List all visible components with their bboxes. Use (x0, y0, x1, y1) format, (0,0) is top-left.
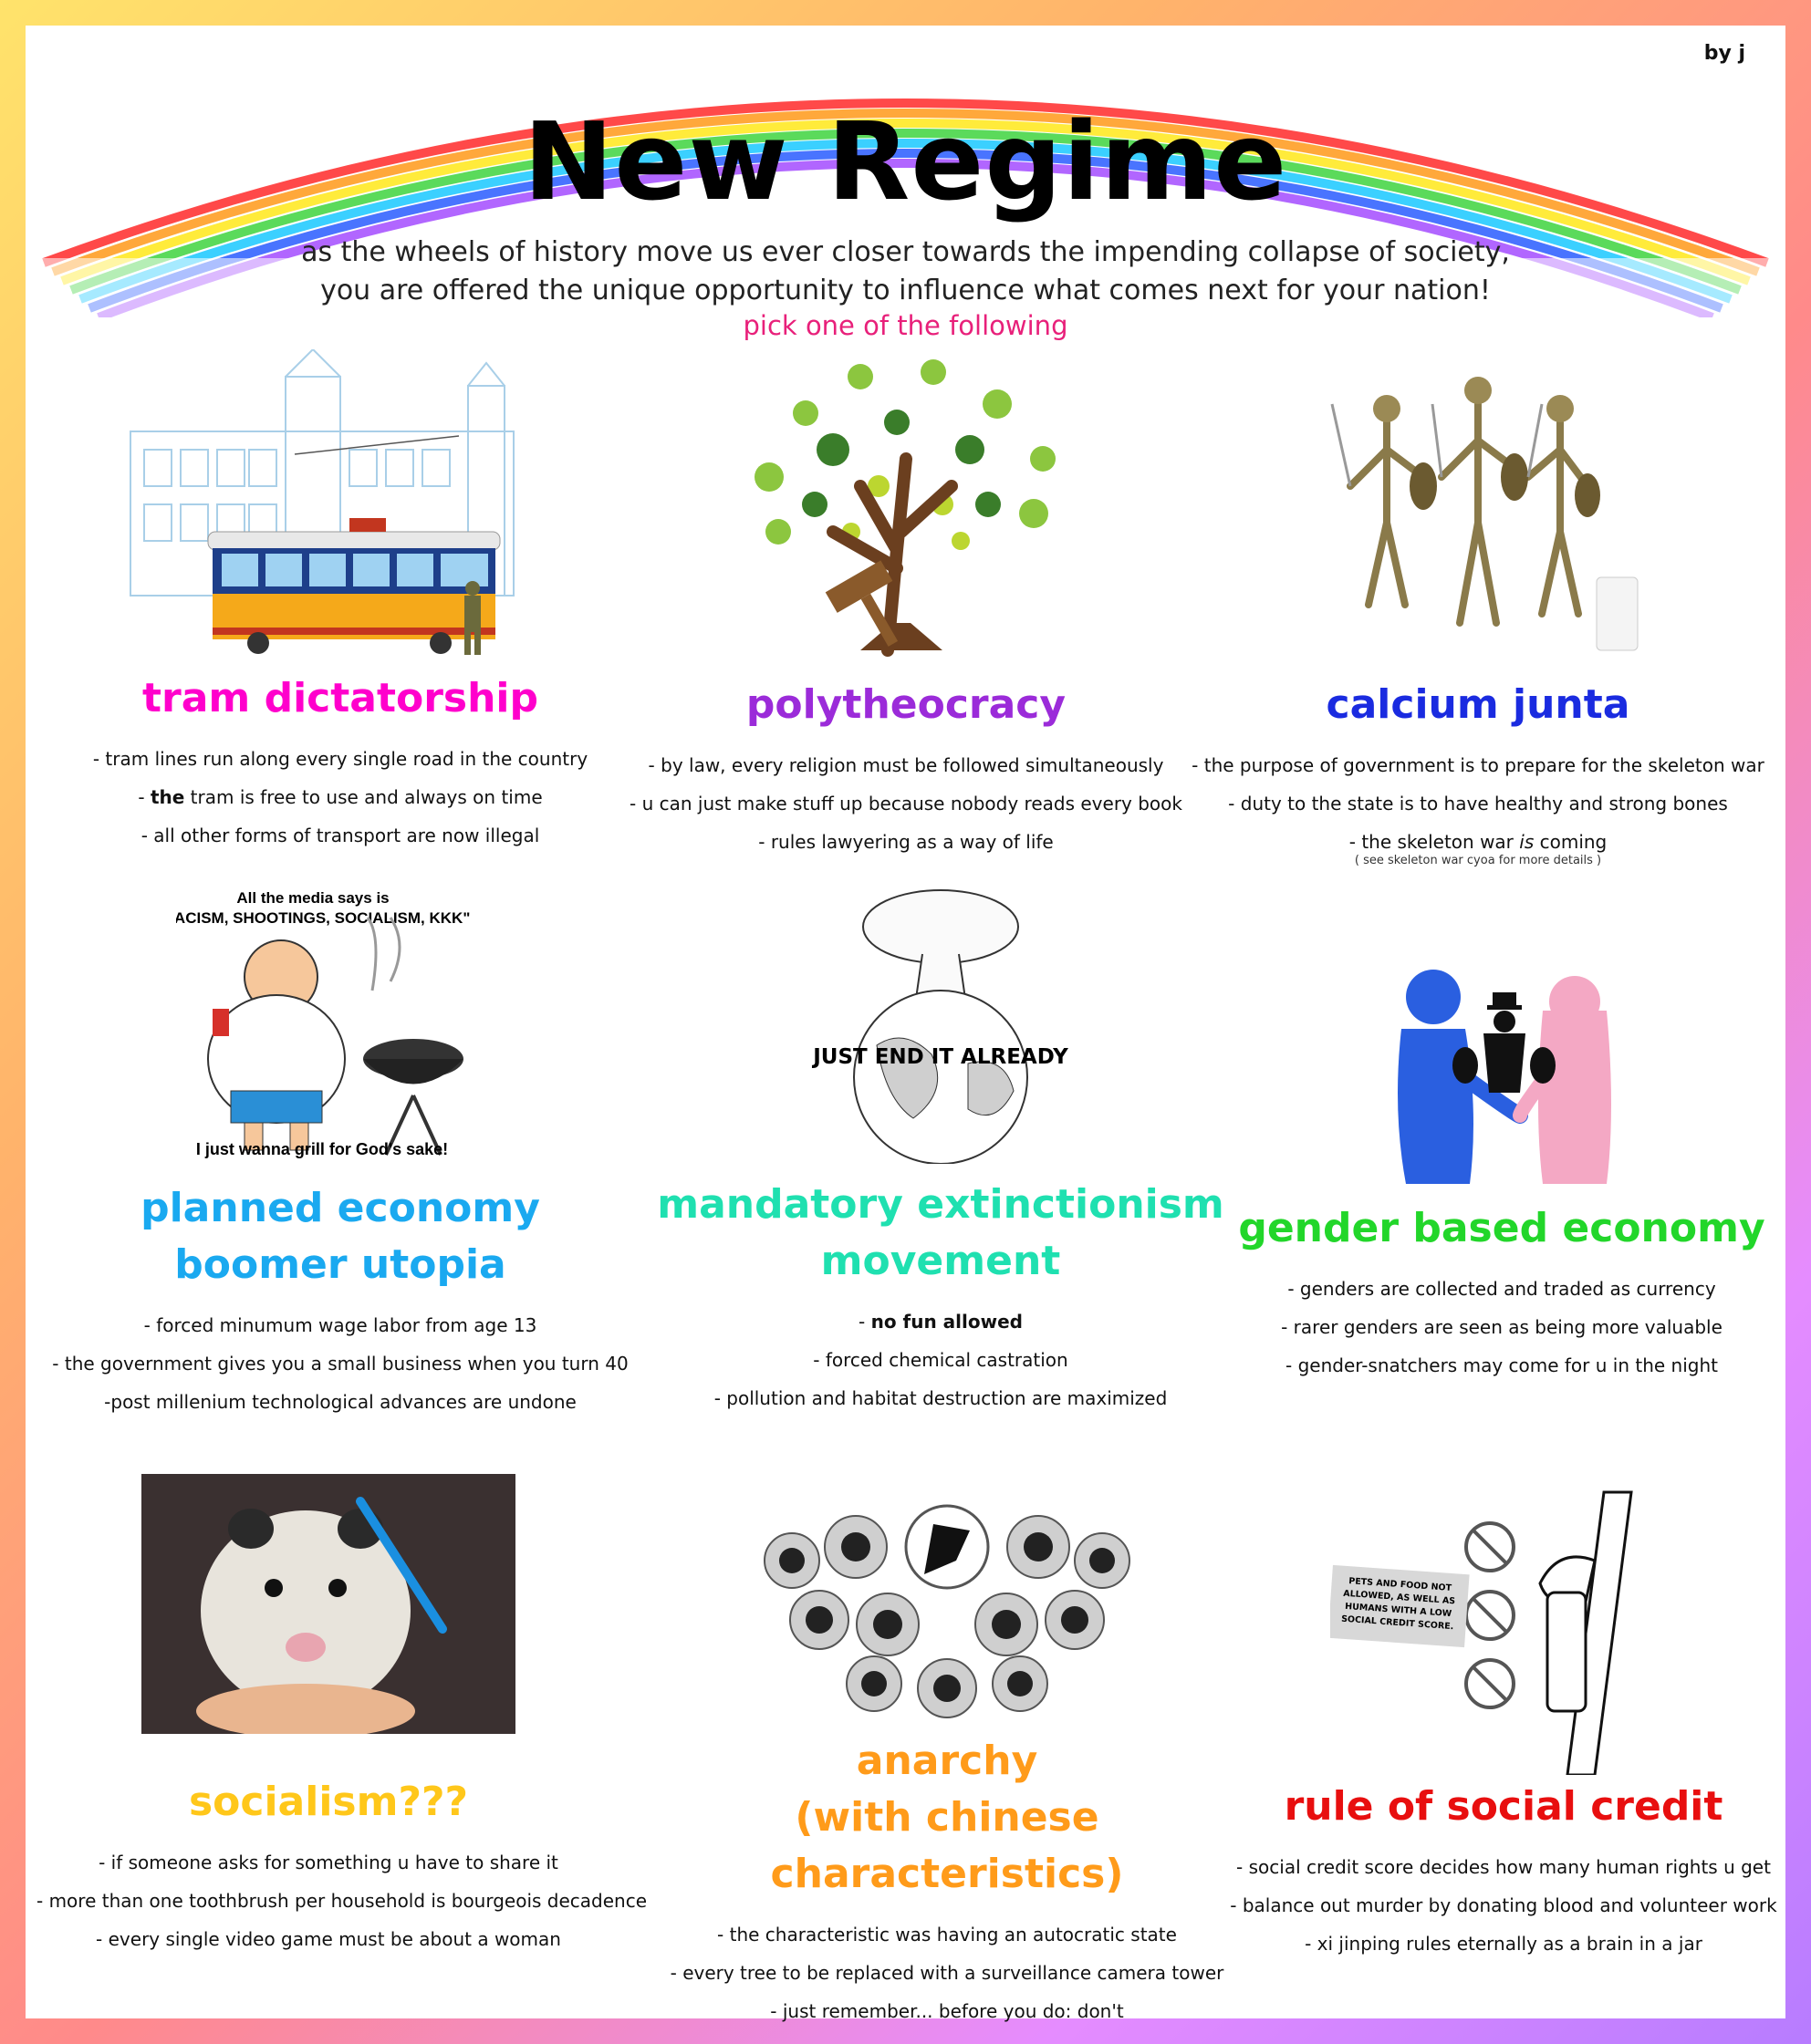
option-social-credit[interactable] (1212, 1474, 1795, 1963)
rules-list (1186, 746, 1770, 867)
option-title: socialism??? (188, 1779, 469, 1825)
title-line-1: mandatory extinctionism (657, 1181, 1224, 1228)
rule-item (649, 1302, 1233, 1341)
sign-text-4: SOCIAL CREDIT SCORE. (1340, 1613, 1454, 1633)
rule-item: - forced chemical castration (813, 1349, 1068, 1371)
skeletons-image (1314, 349, 1642, 664)
rule-prefix: - the skeleton war (1348, 831, 1520, 853)
social-credit-sign-image (1330, 1474, 1677, 1775)
meme-top-text-1: All the media says is (236, 889, 390, 907)
sign-text-2: ALLOWED, AS WELL AS (1342, 1588, 1456, 1607)
rule-footnote: ( see skeleton war cyoa for more details ) (1354, 854, 1602, 867)
rule-suffix: tram is free to use and always on time (184, 786, 543, 808)
title-line-1: planned economy (141, 1185, 540, 1231)
rule-item: - u can just make stuff up because nobody reads every book (630, 793, 1182, 814)
option-socialism[interactable] (36, 1474, 648, 1958)
option-calcium-junta[interactable] (1186, 349, 1770, 867)
rule-item: - social credit score decides how many human rights u get (1236, 1856, 1771, 1878)
rules-list (649, 1302, 1233, 1417)
rules-list (1212, 1848, 1795, 1963)
option-title: rule of social credit (1284, 1783, 1723, 1830)
rule-item: - by law, every religion must be followed simultaneously (648, 754, 1164, 776)
option-extinctionism[interactable] (649, 881, 1233, 1417)
option-anarchy-chinese[interactable] (655, 1474, 1239, 2030)
rule-item: - the characteristic was having an autocratic state (717, 1924, 1177, 1945)
rule-prefix: - (859, 1311, 871, 1333)
tram-image (112, 349, 568, 659)
gender-trade-image (1365, 956, 1639, 1184)
title-line-2: (with chinese characteristics) (770, 1794, 1124, 1897)
rule-item: - the government gives you a small business when you turn 40 (52, 1353, 629, 1375)
rule-item: - all other forms of transport are now illegal (141, 825, 540, 846)
rules-list (655, 1915, 1239, 2030)
rule-item: - forced minumum wage labor from age 13 (143, 1314, 537, 1336)
pick-instruction: pick one of the following (743, 310, 1068, 341)
opossum-toothbrush-image (141, 1474, 515, 1734)
rules-list (48, 1306, 632, 1421)
rule-bold-word: the (150, 786, 185, 808)
rule-item: - if someone asks for something u have to share it (99, 1852, 558, 1873)
rule-item: - rarer genders are seen as being more valuable (1281, 1316, 1723, 1338)
option-title: calcium junta (1326, 681, 1630, 728)
intro-line-2: you are offered the unique opportunity to influence what comes next for your nation! (320, 275, 1491, 306)
rule-item: - pollution and habitat destruction are maximized (713, 1387, 1168, 1409)
rule-item: - just remember... before you do: don't (770, 2000, 1124, 2022)
option-title: tram dictatorship (141, 675, 539, 721)
option-title (48, 1180, 632, 1293)
rule-item: - every single video game must be about a woman (96, 1928, 561, 1950)
option-title: polytheocracy (745, 681, 1067, 728)
rule-bold-text: no fun allowed (870, 1311, 1023, 1333)
globe-caption: JUST END IT ALREADY (813, 1045, 1068, 1069)
rules-list (1210, 1270, 1794, 1385)
rule-italic-word: is (1519, 831, 1535, 853)
option-title (649, 1177, 1233, 1290)
grill-meme-image (176, 881, 505, 1164)
rule-item (48, 778, 632, 816)
rule-item: - balance out murder by donating blood and volunteer work (1230, 1894, 1777, 1916)
religion-tree-image (714, 349, 1098, 664)
rule-item: - more than one toothbrush per household is bourgeois decadence (36, 1890, 648, 1912)
rules-list (614, 746, 1198, 861)
intro-line-1: as the wheels of history move us ever closer towards the impending collapse of society, (301, 236, 1510, 268)
sign-text-1: PETS AND FOOD NOT (1348, 1576, 1452, 1593)
rule-item: - tram lines run along every single road in the country (92, 748, 588, 770)
rule-item: - duty to the state is to have healthy and strong bones (1228, 793, 1728, 814)
option-title (655, 1733, 1239, 1903)
title-line-2: boomer utopia (174, 1241, 506, 1288)
rule-item: - xi jinping rules eternally as a brain in a jar (1305, 1933, 1702, 1955)
meme-top-text-2: "RACISM, SHOOTINGS, SOCIALISM, KKK" (176, 909, 471, 927)
option-title: gender based economy (1238, 1205, 1765, 1251)
option-boomer-utopia[interactable] (48, 881, 632, 1421)
rules-list (48, 740, 632, 855)
byline: by j (1703, 42, 1745, 65)
rule-item: - the purpose of government is to prepare for the skeleton war (1192, 754, 1764, 776)
option-gender-economy[interactable] (1210, 956, 1794, 1385)
mushroom-cloud-globe-image (795, 881, 1087, 1164)
rules-list (36, 1843, 648, 1958)
sign-text-3: HUMANS WITH A LOW (1344, 1601, 1452, 1620)
meme-bottom-text: I just wanna grill for God's sake! (195, 1140, 449, 1158)
cyoa-page (26, 26, 1785, 2022)
rule-item: -post millenium technological advances are undone (104, 1391, 577, 1413)
option-tram-dictatorship[interactable] (48, 349, 632, 855)
rule-prefix: - (138, 786, 151, 808)
option-polytheocracy[interactable] (614, 349, 1198, 861)
intro-text (26, 233, 1785, 310)
title-line-1: anarchy (856, 1738, 1038, 1784)
page-title: New Regime (523, 99, 1288, 224)
rule-item: - every tree to be replaced with a surveillance camera tower (670, 1962, 1224, 1984)
camera-tower-image (737, 1474, 1157, 1720)
rule-item: - rules lawyering as a way of life (758, 831, 1054, 853)
rule-item: - genders are collected and traded as currency (1287, 1278, 1716, 1300)
title-line-2: movement (820, 1238, 1061, 1284)
rule-item: - gender-snatchers may come for u in the night (1285, 1354, 1718, 1376)
rule-suffix: coming (1534, 831, 1608, 853)
